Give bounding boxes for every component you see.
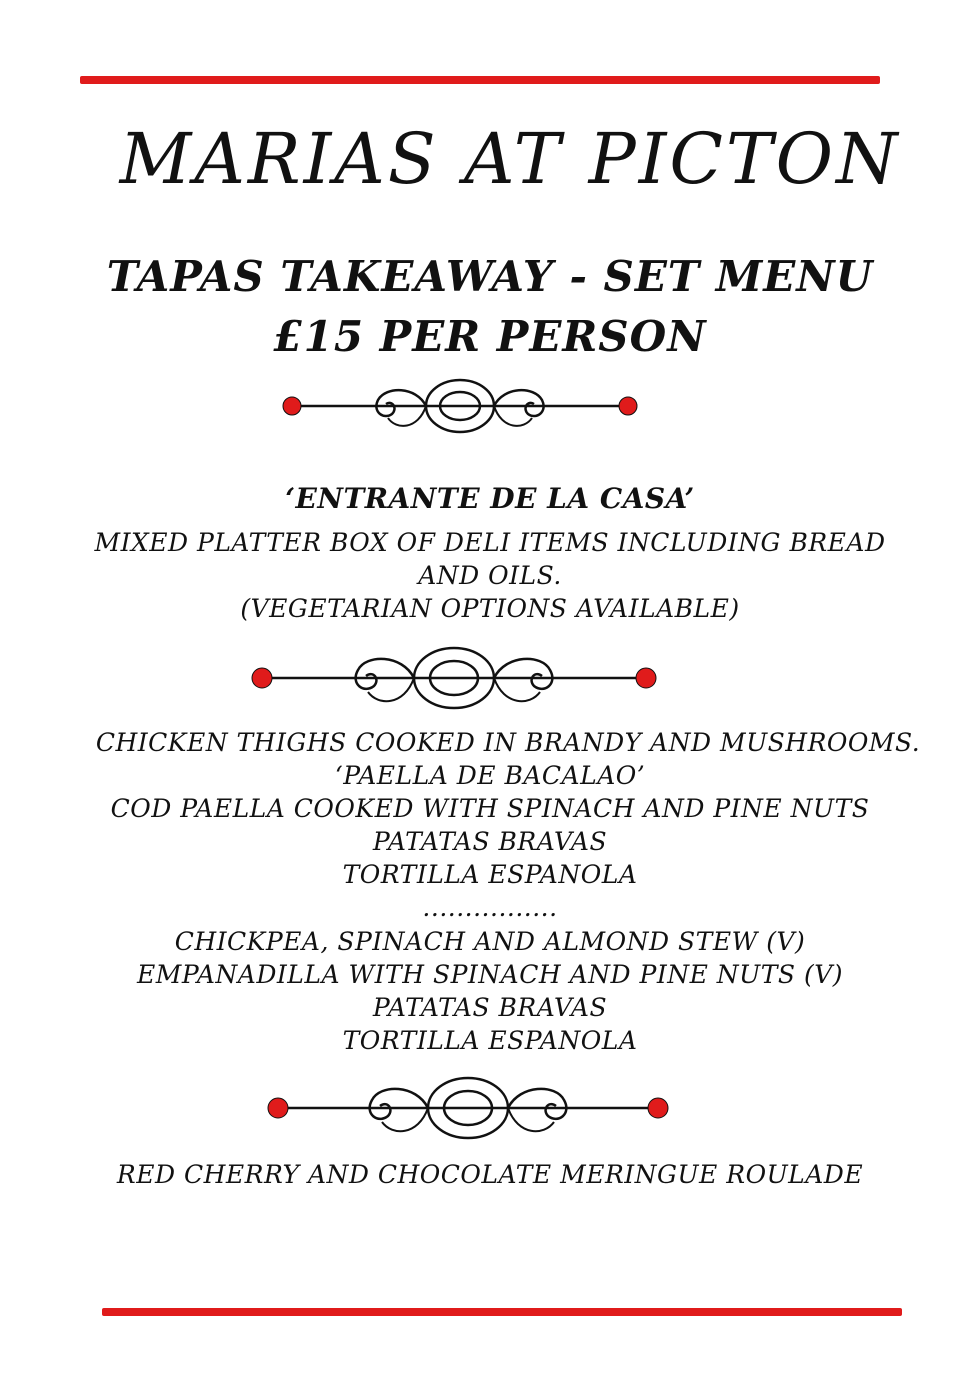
- menu-item-line: TORTILLA ESPANOLA: [342, 1026, 638, 1055]
- menu-item-line: MIXED PLATTER BOX OF DELI ITEMS INCLUDING BREAD: [94, 528, 886, 557]
- bottom-red-rule: [102, 1308, 902, 1316]
- menu-item-line: COD PAELLA COOKED WITH SPINACH AND PINE NUTS: [110, 794, 870, 823]
- menu-item-line: AND OILS.: [418, 561, 562, 590]
- menu-item-line: PATATAS BRAVAS: [372, 993, 608, 1022]
- menu-item-line: (VEGETARIAN OPTIONS AVAILABLE): [240, 594, 740, 623]
- menu-item-line: PATATAS BRAVAS: [372, 827, 608, 856]
- menu-item-line: CHICKPEA, SPINACH AND ALMOND STEW (V): [174, 927, 806, 956]
- starter-heading: ‘ENTRANTE DE LA CASA’: [285, 482, 695, 515]
- menu-item-line: ‘PAELLA DE BACALAO’: [334, 761, 646, 790]
- scroll-divider-icon: [262, 1068, 682, 1148]
- menu-item-line: CHICKEN THIGHS COOKED IN BRANDY AND MUSHROOMS.: [95, 728, 921, 757]
- restaurant-title: MARIAS AT PICTON: [119, 118, 901, 200]
- scroll-divider-icon: [246, 640, 666, 720]
- menu-separator: ................: [422, 893, 558, 922]
- menu-subtitle: TAPAS TAKEAWAY - SET MENU: [106, 252, 874, 301]
- menu-item-line: EMPANADILLA WITH SPINACH AND PINE NUTS (V): [136, 960, 844, 989]
- top-red-rule: [80, 76, 880, 84]
- scroll-divider-icon: [278, 370, 642, 446]
- menu-price: £15 PER PERSON: [273, 312, 707, 361]
- menu-item-line: TORTILLA ESPANOLA: [342, 860, 638, 889]
- menu-item-line: RED CHERRY AND CHOCOLATE MERINGUE ROULADE: [116, 1160, 864, 1189]
